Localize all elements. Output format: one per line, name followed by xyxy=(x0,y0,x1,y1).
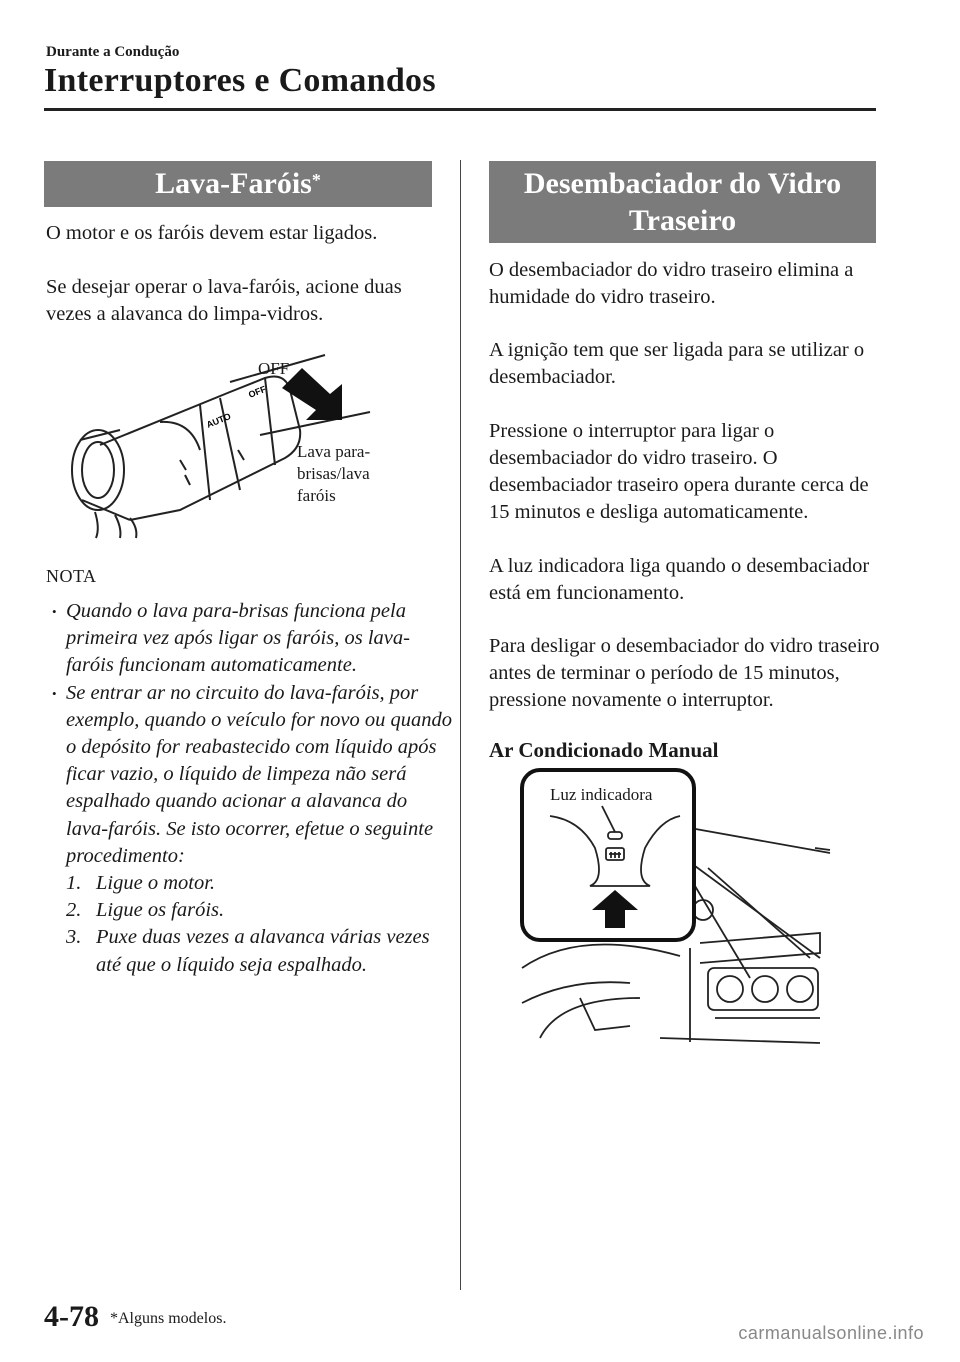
step-number: 3. xyxy=(66,926,82,949)
subheading-manual-ac: Ar Condicionado Manual xyxy=(489,738,719,762)
procedure-step xyxy=(66,924,452,978)
page-number: 4-78 xyxy=(44,1300,99,1333)
banner-title: Lava-Faróis xyxy=(155,167,312,200)
footnote: *Alguns modelos. xyxy=(110,1310,227,1327)
section-banner-rear-defroster xyxy=(489,161,876,243)
paragraph-engine-on: O motor e os faróis devem estar ligados. xyxy=(46,222,378,244)
procedure-steps xyxy=(52,870,452,979)
header-rule xyxy=(44,108,876,111)
step-number: 1. xyxy=(66,872,82,895)
paragraph-indicator: A luz indicadora liga quando o desembaciador está em funcionamento. xyxy=(489,555,870,604)
note-title: NOTA xyxy=(46,566,97,586)
some-models-mark: * xyxy=(311,170,321,190)
section-subheading: Durante a Condução xyxy=(46,44,180,60)
label-off: OFF xyxy=(258,359,290,378)
step-text: Puxe duas vezes a alavanca várias vezes até que o líquido seja espalhado. xyxy=(96,926,430,976)
banner-title-line2: Traseiro xyxy=(628,204,737,237)
note-item: • Quando o lava para-brisas funciona pela primeira vez após ligar os faróis, os lava-faróis funcionam automaticamente. xyxy=(52,598,452,680)
banner-title-line1: Desembaciador do Vidro xyxy=(523,167,842,200)
label-washer-line2: brisas/lava xyxy=(297,464,370,483)
label-washer-line1: Lava para- xyxy=(297,442,371,461)
label-indicator-light: Luz indicadora xyxy=(550,785,653,804)
note-item: • Se entrar ar no circuito do lava-faróis, por exemplo, quando o veículo for novo ou quando o depósito for reabastecido com líquido após ficar vazio, o líquido de limpeza não será espalhado quando acionar a alavanca do lava-faróis. Se isto ocorrer, efetue o seguinte procedimento: xyxy=(52,680,452,870)
paragraph-operate-washer: Se desejar operar o lava-faróis, acione duas vezes a alavanca do limpa-vidros. xyxy=(46,276,402,325)
stalk-off-text: OFF xyxy=(247,383,268,400)
procedure-step xyxy=(66,870,452,897)
note-list xyxy=(52,598,452,979)
column-divider xyxy=(460,160,461,1290)
dashboard-defroster-illustration xyxy=(520,768,840,1046)
chapter-title: Interruptores e Comandos xyxy=(44,62,436,99)
procedure-step xyxy=(66,897,452,924)
paragraph-ignition: A ignição tem que ser ligada para se utilizar o desembaciador. xyxy=(489,339,865,388)
step-number: 2. xyxy=(66,899,82,922)
watermark: carmanualsonline.info xyxy=(738,1323,924,1343)
paragraph-turn-off: Para desligar o desembaciador do vidro traseiro antes de terminar o período de 15 minutos, pressione novamente o interruptor. xyxy=(489,635,880,711)
section-banner-headlamp-washer xyxy=(44,161,432,207)
paragraph-press-switch: Pressione o interruptor para ligar o desembaciador do vidro traseiro. O desembaciador traseiro opera durante cerca de 15 minutos e desliga automaticamente. xyxy=(489,420,869,523)
step-text: Ligue o motor. xyxy=(96,872,216,895)
stalk-auto-text: AUTO xyxy=(205,411,233,430)
step-text: Ligue os faróis. xyxy=(96,899,225,922)
paragraph-defroster-purpose: O desembaciador do vidro traseiro elimina a humidade do vidro traseiro. xyxy=(489,259,854,308)
label-washer-line3: faróis xyxy=(297,486,336,505)
